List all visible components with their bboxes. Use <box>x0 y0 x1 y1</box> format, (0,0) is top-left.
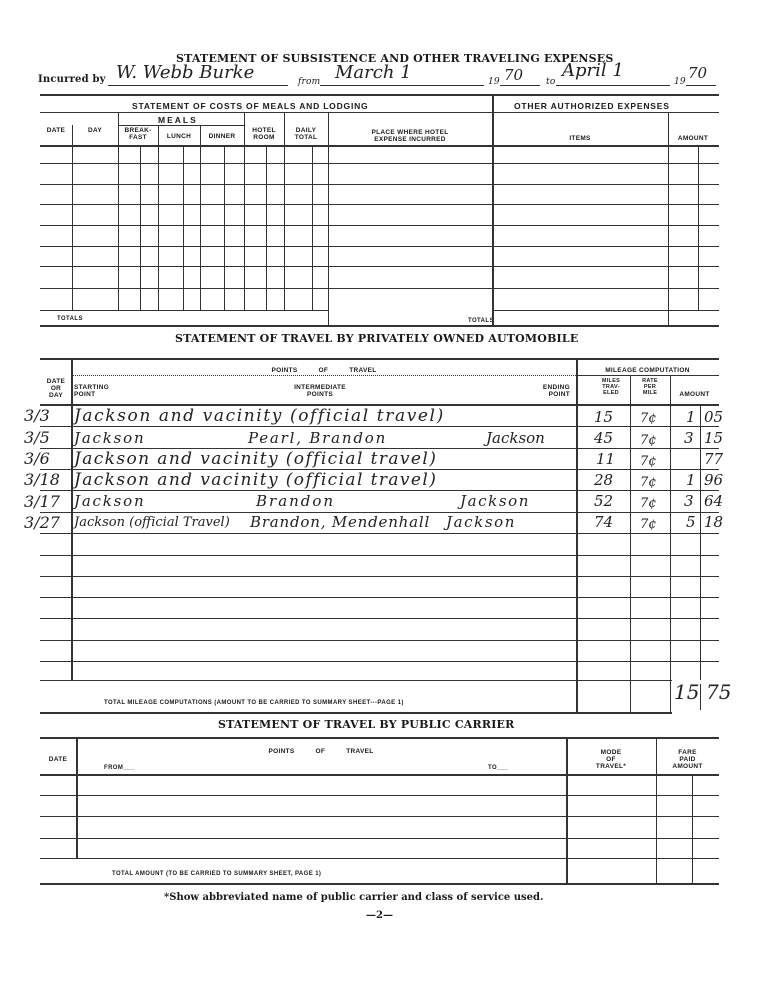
to-underline <box>556 85 670 86</box>
row-rate[interactable]: 7¢ <box>640 454 657 469</box>
auto-section-title: STATEMENT OF TRAVEL BY PRIVATELY OWNED AUTOMOBILE <box>175 332 579 345</box>
totals-left: TOTALS <box>57 316 83 322</box>
row-cents[interactable]: 96 <box>704 471 724 489</box>
row-cents[interactable]: 15 <box>704 429 724 447</box>
col-breakfast: BREAK- FAST <box>124 127 152 141</box>
row-rate[interactable]: 7¢ <box>640 475 657 490</box>
row-dollars[interactable]: 3 <box>684 429 694 447</box>
to-year-value[interactable]: 70 <box>688 64 708 82</box>
row-date[interactable]: 3/27 <box>24 513 60 532</box>
row-dollars[interactable]: 1 <box>686 471 696 489</box>
carrier-col-date: DATE <box>48 756 68 763</box>
from-year-value[interactable]: 70 <box>504 66 524 84</box>
row-route[interactable]: Jackson and vacinity (official travel) <box>74 449 438 469</box>
row-date[interactable]: 3/6 <box>24 449 50 468</box>
row-starting[interactable]: Jackson <box>74 492 146 510</box>
row-dollars[interactable]: 1 <box>686 408 696 426</box>
row-date[interactable]: 3/18 <box>24 470 60 489</box>
to-value[interactable]: April 1 <box>562 60 624 81</box>
page-number: —2— <box>366 910 393 921</box>
row-ending[interactable]: Jackson <box>446 513 517 531</box>
col-amount: AMOUNT <box>677 135 709 142</box>
col-items: ITEMS <box>569 135 591 142</box>
incurred-by-label: Incurred by <box>38 74 106 85</box>
row-cents[interactable]: 64 <box>704 492 724 510</box>
col-hotel-room: HOTEL ROOM <box>252 127 276 141</box>
carrier-points-label: POINTS OF TRAVEL <box>268 748 374 755</box>
auto-total-label: TOTAL MILEAGE COMPUTATIONS (AMOUNT TO BE CARRIED TO SUMMARY SHEET---PAGE 1) <box>104 700 404 706</box>
to-year-prefix: 19 <box>674 77 686 87</box>
from-label: from <box>298 77 321 87</box>
row-intermediate[interactable]: Brandon <box>256 492 336 510</box>
col-date: DATE <box>46 127 66 134</box>
auto-col-amount: AMOUNT <box>679 391 710 398</box>
col-day: DAY <box>87 127 103 134</box>
col-dinner: DINNER <box>208 133 236 140</box>
auto-total-cents[interactable]: 75 <box>706 680 732 704</box>
row-dollars[interactable]: 3 <box>684 492 694 510</box>
auto-col-date: DATE OR DAY <box>46 378 66 399</box>
auto-col-rate: RATE PER MILE <box>642 378 658 396</box>
form-title: STATEMENT OF SUBSISTENCE AND OTHER TRAVELING EXPENSES <box>176 52 614 65</box>
auto-points-label: POINTS OF TRAVEL <box>271 367 377 374</box>
meals-section-title: STATEMENT OF COSTS OF MEALS AND LODGING <box>132 101 369 111</box>
row-date[interactable]: 3/3 <box>24 406 50 425</box>
totals-right: TOTALS <box>468 318 494 324</box>
row-ending[interactable]: Jackson <box>486 429 545 447</box>
col-daily-total: DAILY TOTAL <box>294 127 318 141</box>
row-miles[interactable]: 15 <box>594 408 614 426</box>
row-date[interactable]: 3/17 <box>24 492 60 511</box>
mileage-label: MILEAGE COMPUTATION <box>605 367 690 374</box>
row-cents[interactable]: 77 <box>704 450 724 468</box>
col-place: PLACE WHERE HOTEL EXPENSE INCURRED <box>371 129 449 143</box>
auto-col-intermediate: INTERMEDIATE POINTS <box>294 384 346 398</box>
row-intermediate[interactable]: Brandon, Mendenhall <box>250 513 431 531</box>
other-expenses-title: OTHER AUTHORIZED EXPENSES <box>514 101 670 111</box>
from-year-prefix: 19 <box>488 77 500 87</box>
incurred-by-value[interactable]: W. Webb Burke <box>116 62 255 83</box>
row-miles[interactable]: 52 <box>594 492 614 510</box>
from-value[interactable]: March 1 <box>335 62 412 83</box>
from-year-underline <box>500 85 540 86</box>
row-miles[interactable]: 74 <box>594 513 614 531</box>
row-miles[interactable]: 11 <box>596 450 616 468</box>
auto-col-ending: ENDING POINT <box>542 384 570 398</box>
row-miles[interactable]: 45 <box>594 429 614 447</box>
row-starting[interactable]: Jackson <box>74 429 146 447</box>
carrier-total-label: TOTAL AMOUNT (TO BE CARRIED TO SUMMARY SHEET, PAGE 1) <box>112 871 322 877</box>
row-rate[interactable]: 7¢ <box>640 517 657 532</box>
footnote: *Show abbreviated name of public carrier and class of service used. <box>164 892 544 903</box>
auto-col-miles: MILES TRAV- ELED <box>601 378 621 396</box>
carrier-to-label: TO___ <box>488 765 509 771</box>
carrier-from-label: FROM___ <box>104 765 135 771</box>
row-cents[interactable]: 05 <box>704 408 724 426</box>
row-rate[interactable]: 7¢ <box>640 433 657 448</box>
auto-col-starting: STARTING POINT <box>74 384 110 398</box>
row-miles[interactable]: 28 <box>594 471 614 489</box>
from-underline <box>320 85 484 86</box>
carrier-col-mode: MODE OF TRAVEL* <box>595 749 627 770</box>
row-rate[interactable]: 7¢ <box>640 411 657 426</box>
to-year-underline <box>686 85 716 86</box>
row-route[interactable]: Jackson and vacinity (official travel) <box>74 406 445 426</box>
row-cents[interactable]: 18 <box>704 513 724 531</box>
incurred-by-underline <box>108 85 288 86</box>
meals-label: MEALS <box>158 115 198 125</box>
col-lunch: LUNCH <box>166 133 192 140</box>
carrier-col-fare: FARE PAID AMOUNT <box>672 749 703 770</box>
row-dollars[interactable]: 5 <box>686 513 696 531</box>
to-label: to <box>546 77 556 87</box>
auto-total-dollars[interactable]: 15 <box>674 680 700 704</box>
row-route[interactable]: Jackson and vacinity (official travel) <box>74 470 438 490</box>
row-starting[interactable]: Jackson (official Travel) <box>74 515 230 530</box>
carrier-section-title: STATEMENT OF TRAVEL BY PUBLIC CARRIER <box>218 718 515 731</box>
row-rate[interactable]: 7¢ <box>640 496 657 511</box>
row-ending[interactable]: Jackson <box>460 492 531 510</box>
row-date[interactable]: 3/5 <box>24 428 50 447</box>
row-intermediate[interactable]: Pearl, Brandon <box>248 429 388 447</box>
